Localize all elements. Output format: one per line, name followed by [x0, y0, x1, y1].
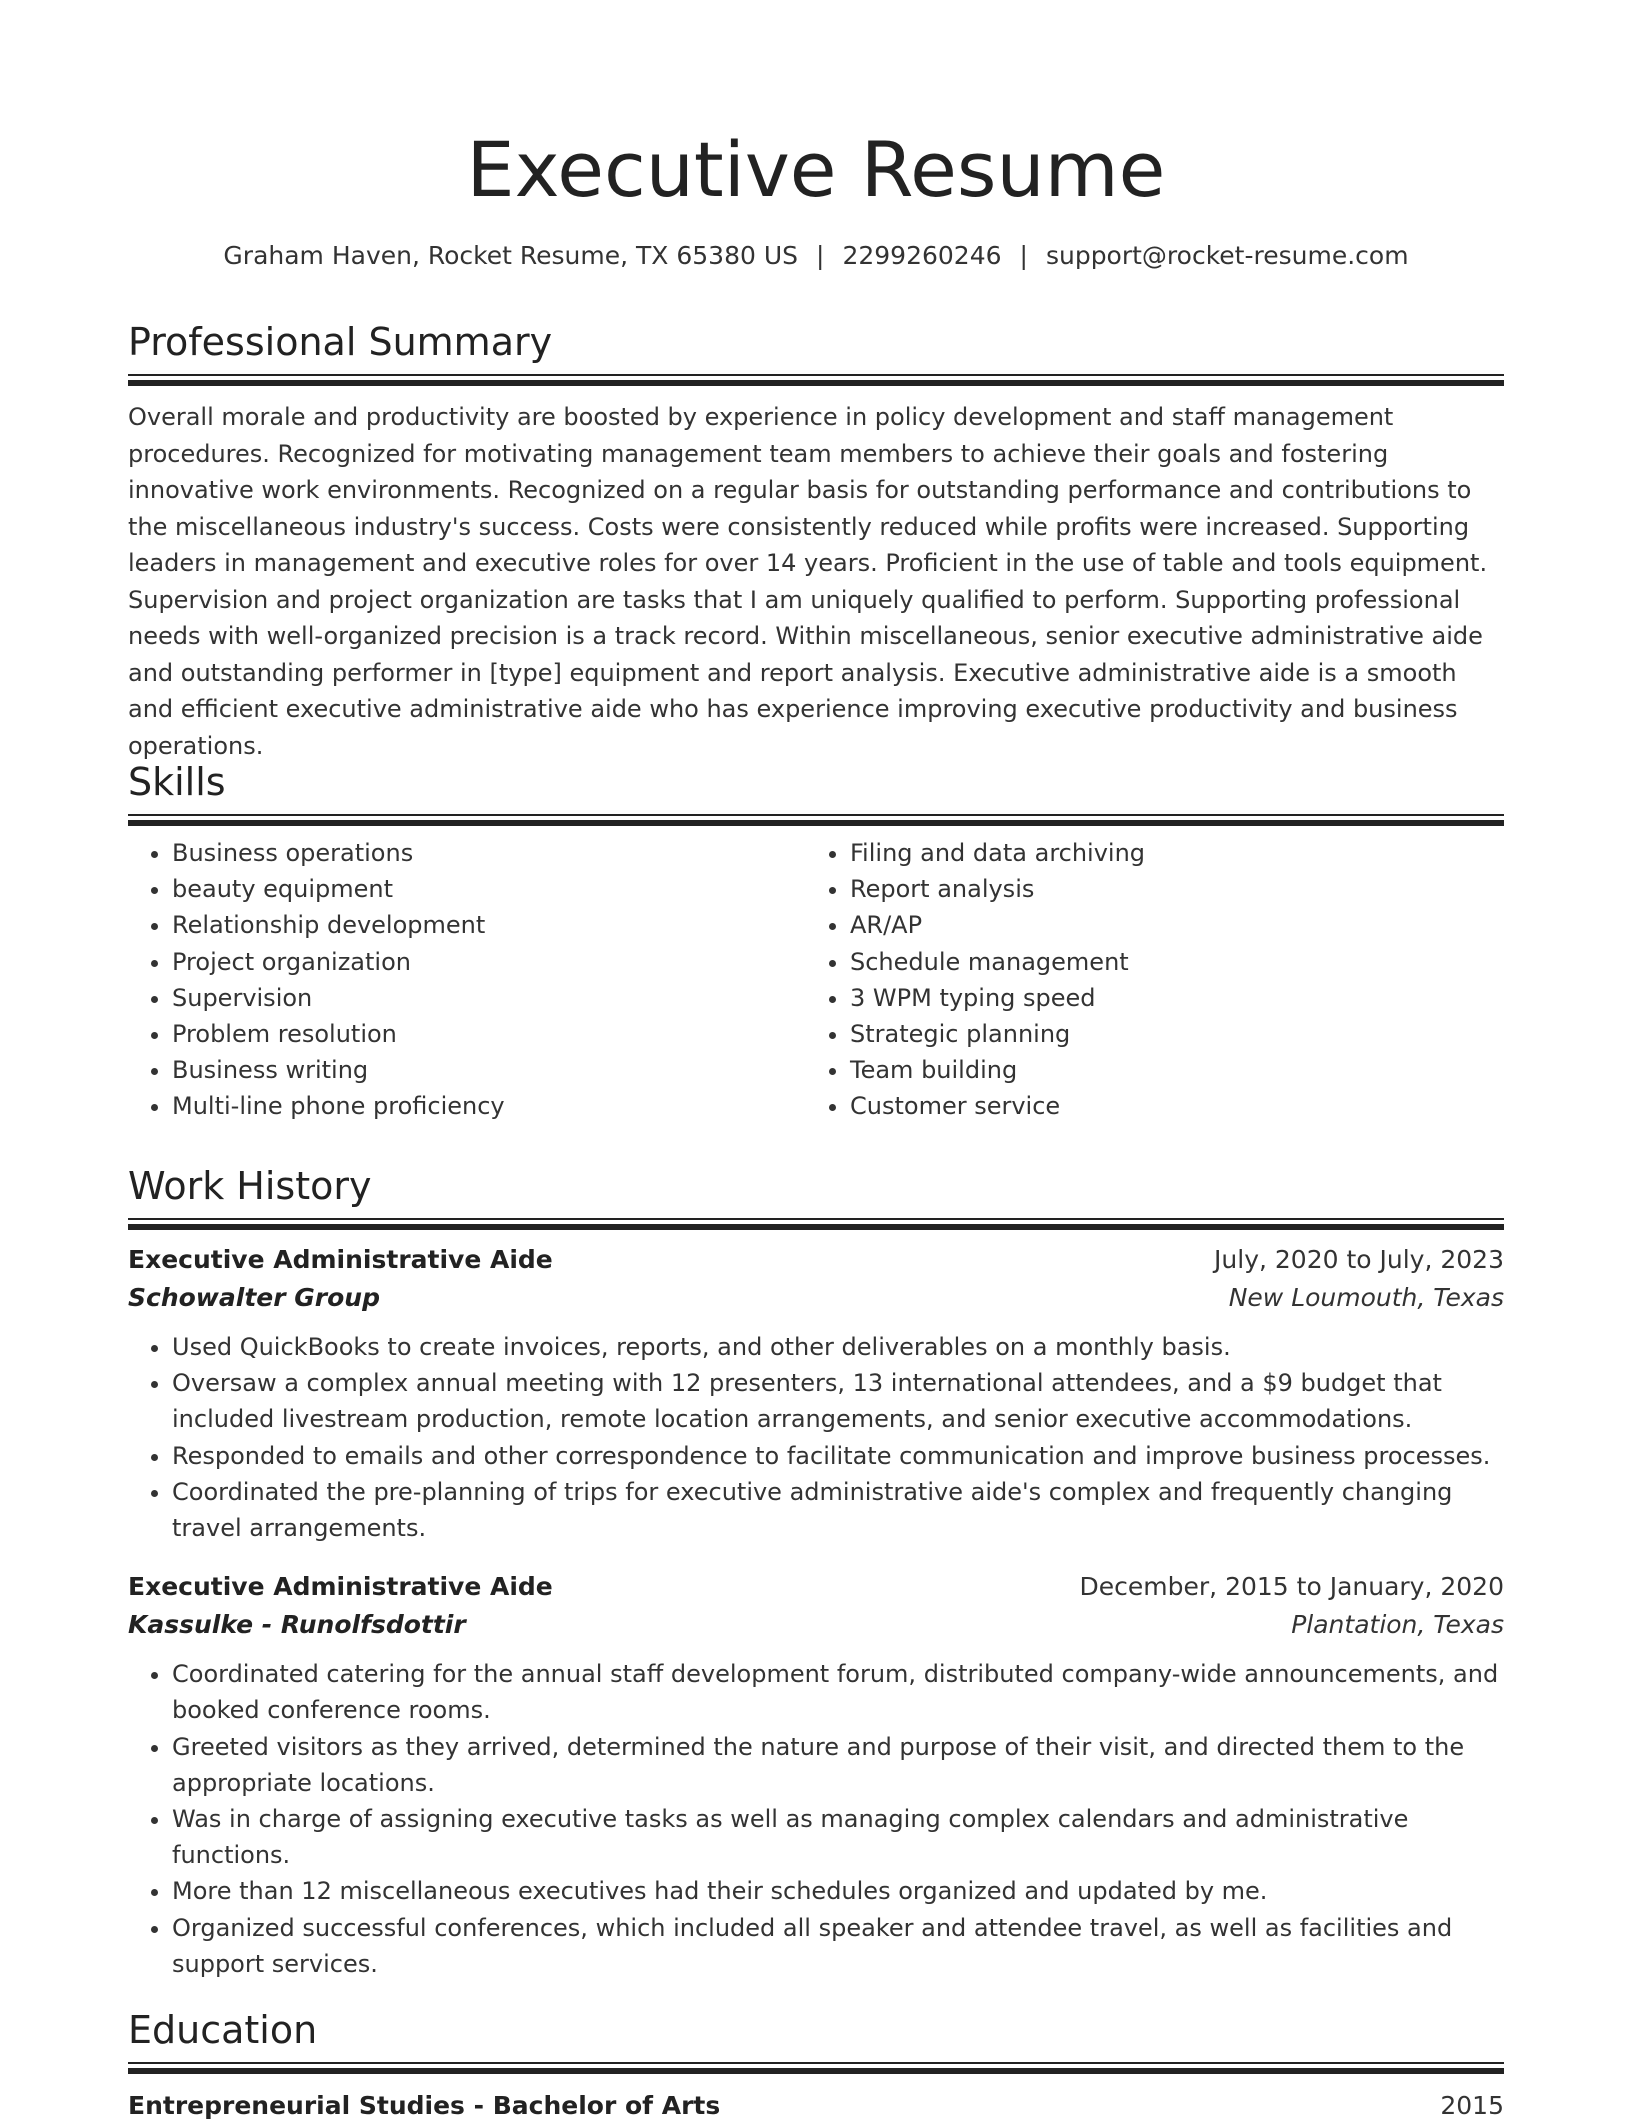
skill-item: • Problem resolution [172, 1016, 806, 1052]
contact-separator: | [1019, 241, 1028, 270]
skill-item: • Customer service [850, 1088, 1484, 1124]
section-divider [128, 814, 1504, 825]
job-dates: July, 2020 to July, 2023 [1214, 1245, 1504, 1274]
job-bullet: • Responded to emails and other correspondence to facilitate communication and improve business processes. [172, 1438, 1504, 1474]
contact-email[interactable]: support@rocket-resume.com [1045, 241, 1409, 270]
skill-item: • Strategic planning [850, 1016, 1484, 1052]
section-divider [128, 1218, 1504, 1229]
section-heading-work-history: Work History [128, 1164, 372, 1208]
job-company-row [128, 1279, 1504, 1317]
section-divider [128, 2062, 1504, 2073]
job-bullet: • Organized successful conferences, which included all speaker and attendee travel, as well as facilities and support services. [172, 1910, 1504, 1982]
education-year: 2015 [1440, 2091, 1504, 2120]
summary-paragraph: Overall morale and productivity are boosted by experience in policy development and staff management procedures. Recognized for motivating management team members to achieve their goals and fostering innovative work environments. Recognized on a regular basis for outstanding performance and contributions to the miscellaneous industry's success. Costs were consistently reduced while profits were increased. Supporting leaders in management and executive roles for over 14 years. Proficient in the use of table and tools equipment. Supervision and project organization are tasks that I am uniquely qualified to perform. Supporting professional needs with well-organized precision is a track record. Within miscellaneous, senior executive administrative aide and outstanding performer in [type] equipment and report analysis. Executive administrative aide is a smooth and efficient executive administrative aide who has experience improving executive productivity and business operations. [128, 403, 1488, 760]
skill-item: • Relationship development [172, 907, 806, 943]
contact-phone: 2299260246 [842, 241, 1002, 270]
work-history-section [128, 1162, 1504, 1982]
skills-grid [128, 835, 1504, 1125]
job-location: Plantation, Texas [1291, 1610, 1504, 1640]
skill-item: • Supervision [172, 980, 806, 1016]
education-entry [128, 2087, 1504, 2125]
job-header-row [128, 1241, 1504, 1279]
skill-item: • AR/AP [850, 907, 1484, 943]
contact-address: Graham Haven, Rocket Resume, TX 65380 US [223, 241, 799, 270]
job-bullet: • Used QuickBooks to create invoices, reports, and other deliverables on a monthly basis. [172, 1329, 1504, 1365]
skill-item: • Business operations [172, 835, 806, 871]
skill-item: • Multi-line phone proficiency [172, 1088, 806, 1124]
job-bullet: • Coordinated the pre-planning of trips for executive administrative aide's complex and frequently changing travel arrangements. [172, 1474, 1504, 1546]
job-bullet: • More than 12 miscellaneous executives had their schedules organized and updated by me. [172, 1873, 1504, 1909]
job-header-row [128, 1568, 1504, 1606]
job-location: New Loumouth, Texas [1228, 1283, 1504, 1312]
section-divider [128, 374, 1504, 385]
skill-item: • Project organization [172, 944, 806, 980]
section-heading-skills: Skills [128, 760, 226, 804]
job-title: Executive Administrative Aide [128, 1245, 553, 1274]
job-entry [128, 1568, 1504, 1982]
job-title: Executive Administrative Aide [128, 1572, 553, 1602]
skills-list-right [806, 835, 1484, 1125]
skill-item: • beauty equipment [172, 871, 806, 907]
section-heading-education: Education [128, 2008, 318, 2052]
job-bullet: • Was in charge of assigning executive tasks as well as managing complex calendars and administrative functions. [172, 1801, 1504, 1873]
job-bullet-list [128, 1656, 1504, 1982]
section-heading-professional-summary: Professional Summary [128, 320, 553, 364]
job-entry [128, 1241, 1504, 1546]
job-company-row [128, 1606, 1504, 1644]
skill-item: • Team building [850, 1052, 1484, 1088]
skill-item: • Report analysis [850, 871, 1484, 907]
job-company: Schowalter Group [128, 1283, 380, 1312]
education-section [128, 2006, 1504, 2125]
contact-separator: | [816, 241, 825, 270]
skill-item: • Business writing [172, 1052, 806, 1088]
job-bullet: • Coordinated catering for the annual staff development forum, distributed company-wide announcements, and booked conference rooms. [172, 1656, 1504, 1728]
job-dates: December, 2015 to January, 2020 [1079, 1572, 1504, 1602]
skill-item: • Filing and data archiving [850, 835, 1484, 871]
document-title: Executive Resume [466, 125, 1166, 214]
job-company: Kassulke - Runolfsdottir [128, 1610, 466, 1640]
professional-summary-section [128, 318, 1504, 764]
skill-item: • Schedule management [850, 944, 1484, 980]
contact-line [128, 238, 1504, 274]
skill-item: • 3 WPM typing speed [850, 980, 1484, 1016]
job-bullet-list [128, 1329, 1504, 1546]
job-bullet: • Oversaw a complex annual meeting with 12 presenters, 13 international attendees, and a $9 budget that included livestream production, remote location arrangements, and senior executive accommodations. [172, 1365, 1504, 1437]
job-bullet: • Greeted visitors as they arrived, determined the nature and purpose of their visit, and directed them to the appropriate locations. [172, 1729, 1504, 1801]
skills-section [128, 758, 1504, 1125]
education-degree: Entrepreneurial Studies - Bachelor of Arts [128, 2091, 721, 2120]
skills-list-left [128, 835, 806, 1125]
